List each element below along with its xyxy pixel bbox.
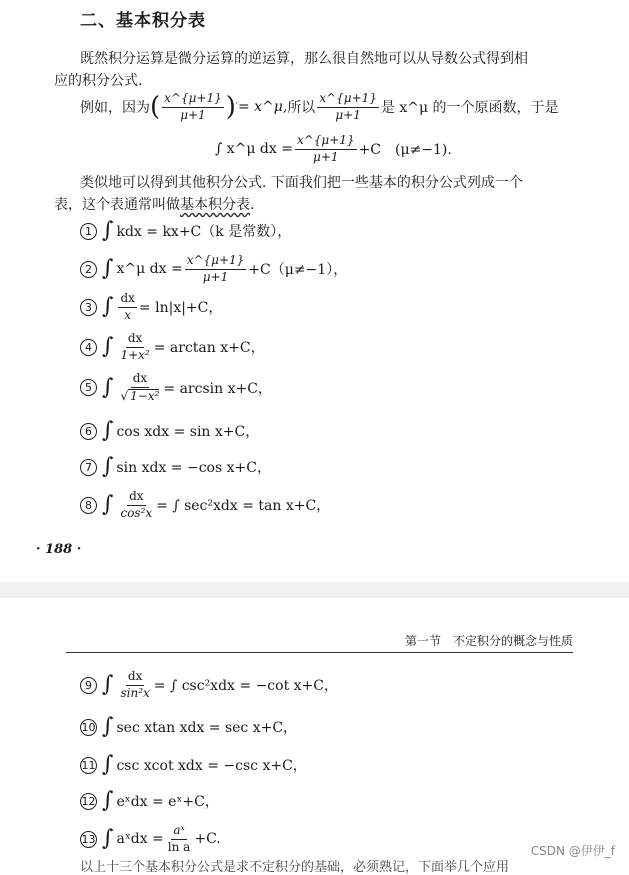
similar-line-2a: 表，这个表通常叫做 [54, 197, 180, 213]
formula-text: kdx = kx+C（k 是常数）， [116, 224, 292, 240]
integral-sign-icon: ∫ [102, 714, 114, 739]
formula-6 [80, 420, 259, 442]
intro-paragraph [54, 48, 550, 92]
centered-numerator: x^{μ+1} [295, 134, 357, 150]
formula-text: sin xdx = −cos x+C， [116, 460, 271, 476]
antideriv-denominator: μ+1 [335, 107, 361, 122]
section-heading: 二、基本积分表 [80, 11, 206, 31]
deriv-denominator: μ+1 [180, 107, 206, 122]
formula-number: 12 [81, 794, 96, 808]
integral-sign-icon: ∫ [102, 418, 114, 443]
formula-text: eˣdx = eˣ+C， [116, 794, 219, 810]
formula-rhs: = arcsin x+C， [163, 380, 272, 397]
csdn-watermark: CSDN @伊伊_f [530, 844, 615, 858]
deriv-fraction [162, 92, 224, 123]
formula-rhs: = ∫ csc²xdx = −cot x+C， [153, 678, 338, 695]
fraction-denominator: 1+x² [120, 347, 150, 362]
fraction-numerator: dx [127, 490, 145, 506]
formula-fraction [118, 670, 151, 701]
similar-line-2 [54, 194, 550, 216]
formula-10 [80, 716, 297, 738]
integral-sign-icon: ∫ [102, 294, 114, 320]
formula-number: 4 [80, 339, 97, 356]
example-line [80, 92, 559, 123]
sqrt-radicand: 1−x² [130, 388, 160, 403]
formula-number: 11 [81, 758, 96, 772]
formula-number: 2 [80, 261, 97, 278]
formula-text: csc xcot xdx = −csc x+C， [116, 758, 307, 774]
centered-fraction [295, 134, 357, 165]
formula-13 [80, 824, 221, 855]
integral-sign-icon: ∫ [102, 256, 114, 282]
fraction-numerator: dx [118, 292, 136, 308]
centered-rhs: +C (μ≠−1). [358, 142, 452, 159]
fraction-denominator: x [124, 307, 132, 322]
deriv-result: = x^μ, [237, 99, 288, 116]
intro-line-1: 既然积分运算是微分运算的逆运算，那么很自然地可以从导数公式得到相 [80, 51, 528, 67]
formula-fraction [185, 254, 247, 285]
formula-rhs: +C. [194, 831, 221, 848]
formula-fraction [118, 332, 151, 363]
fraction-denominator: sin²x [120, 685, 150, 700]
integral-sign-icon: ∫ [102, 334, 114, 360]
formula-11 [80, 754, 307, 776]
running-head: 第一节 不定积分的概念与性质 [404, 634, 573, 648]
fraction-denominator: μ+1 [202, 269, 229, 284]
page-gap [0, 582, 629, 598]
formula-2 [80, 254, 347, 285]
formula-number: 8 [80, 497, 97, 514]
integral-sign-icon: ∫ [102, 454, 114, 479]
fraction-numerator: aˣ [171, 824, 186, 840]
right-paren: ) [225, 92, 236, 123]
integral-sign-icon: ∫ [102, 672, 114, 698]
centered-denominator: μ+1 [313, 149, 339, 164]
example-mid: 所以 [287, 100, 316, 117]
antideriv-fraction [317, 92, 379, 123]
fraction-denominator: cos²x [120, 505, 153, 520]
left-paren: ( [150, 92, 161, 123]
fraction-numerator: dx [126, 670, 144, 686]
similar-line-1: 类似地可以得到其他积分公式. 下面我们把一些基本的积分公式列成一个 [80, 175, 523, 191]
formula-rhs: = ln|x|+C， [138, 300, 223, 317]
formula-fraction [166, 824, 193, 855]
formula-number: 13 [81, 832, 96, 846]
deriv-numerator: x^{μ+1} [162, 92, 224, 108]
formula-12 [80, 790, 219, 812]
fraction-numerator: dx [131, 372, 149, 388]
integral-sign-icon: ∫ [102, 826, 114, 852]
integral-sign-icon: ∫ [102, 788, 114, 813]
formula-number: 7 [80, 459, 97, 476]
formula-fraction [118, 372, 161, 404]
similar-paragraph [54, 172, 550, 216]
formula-number: 10 [81, 720, 96, 734]
formula-number: 5 [80, 379, 97, 396]
header-rule [66, 652, 573, 653]
formula-text: sec xtan xdx = sec x+C， [116, 720, 298, 736]
fraction-numerator: x^{μ+1} [185, 254, 247, 270]
fraction-denominator: ln a [167, 839, 191, 854]
sqrt-icon: √ [120, 388, 129, 403]
integral-sign-icon: ∫ [102, 492, 114, 518]
formula-4 [80, 332, 265, 363]
formula-number: 1 [80, 223, 97, 240]
formula-text: cos xdx = sin x+C， [116, 424, 260, 440]
fraction-denominator [118, 388, 161, 404]
power-rule-equation [215, 134, 452, 165]
formula-rhs: = arctan x+C， [153, 340, 265, 357]
example-suffix: 是 x^μ 的一个原函数，于是 [380, 100, 559, 117]
basic-table-term: 基本积分表 [180, 197, 250, 213]
formula-8 [80, 490, 330, 521]
example-prefix: 例如，因为 [80, 100, 150, 117]
formula-1 [80, 220, 291, 242]
formula-3 [80, 292, 222, 323]
centered-lhs: ∫ x^μ dx = [215, 141, 293, 158]
antideriv-numerator: x^{μ+1} [317, 92, 379, 108]
formula-number: 3 [80, 299, 97, 316]
formula-number: 6 [80, 423, 97, 440]
formula-number: 9 [80, 677, 97, 694]
formula-lhs: aˣdx = [116, 831, 164, 848]
similar-line-2c: . [250, 197, 255, 213]
formula-rhs: = ∫ sec²xdx = tan x+C， [156, 498, 331, 515]
formula-5 [80, 372, 272, 404]
formula-rhs: +C（μ≠−1）， [248, 262, 348, 279]
integral-sign-icon: ∫ [102, 374, 114, 400]
formula-lhs: x^μ dx = [116, 261, 183, 278]
page-number: · 188 · [36, 542, 82, 557]
formula-fraction [118, 490, 154, 521]
integral-sign-icon: ∫ [102, 218, 114, 243]
integral-sign-icon: ∫ [102, 752, 114, 777]
cut-off-text-line: 以上十三个基本积分公式是求不定积分的基础，必须熟记，下面举几个应用 [80, 860, 510, 875]
textbook-page-next [0, 598, 629, 875]
formula-fraction [118, 292, 136, 323]
prime-mark: ′ [235, 102, 238, 113]
formula-9 [80, 670, 338, 701]
fraction-numerator: dx [126, 332, 144, 348]
formula-7 [80, 456, 271, 478]
intro-line-2: 应的积分公式. [54, 73, 143, 89]
